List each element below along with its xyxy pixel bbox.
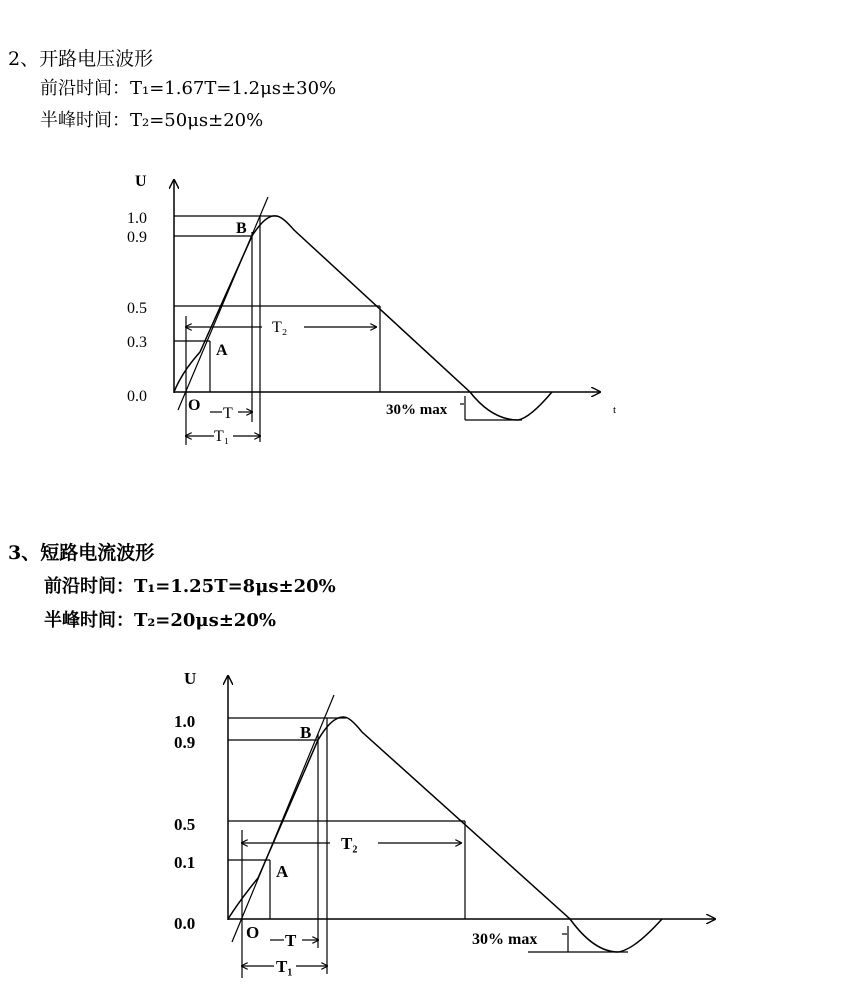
section2-heading: 2、开路电压波形 [8, 48, 154, 70]
tick2-0-1: 0.1 [174, 853, 196, 872]
section2-front-time: 前沿时间：T₁=1.67T=1.2μs±30% [40, 78, 337, 99]
t2-label: T₂ [272, 319, 288, 336]
point-b-label-2: B [300, 723, 312, 742]
t-axis-label: t [613, 404, 617, 416]
point-a-label-2: A [276, 862, 289, 881]
undershoot-label-2: 30% max [472, 931, 538, 948]
front-tangent-line-2 [232, 695, 334, 942]
section2-half-peak: 半峰时间：T₂=50μs±20% [40, 110, 264, 131]
origin-label: O [188, 397, 201, 414]
section3-front-time: 前沿时间：T₁=1.25T=8μs±20% [44, 576, 336, 597]
t-label-2: T [285, 931, 297, 950]
tick-0-9: 0.9 [127, 229, 147, 246]
tick2-0-9: 0.9 [174, 733, 196, 752]
origin-label-2: O [246, 923, 260, 942]
section3-half-peak: 半峰时间：T₂=20μs±20% [44, 610, 276, 631]
u-axis-label-2: U [184, 669, 197, 688]
t1-label: T₁ [214, 428, 230, 445]
tick-1-0: 1.0 [127, 210, 147, 227]
undershoot-label: 30% max [386, 402, 448, 418]
point-b-label: B [236, 220, 247, 237]
t2-label-2: T₂ [341, 834, 358, 853]
tick-0-0: 0.0 [127, 388, 147, 405]
t-label: T [223, 405, 233, 422]
tick2-1-0: 1.0 [174, 712, 196, 731]
u-axis-label: U [135, 173, 147, 190]
point-a-label: A [216, 342, 228, 359]
tick2-0-5: 0.5 [174, 815, 196, 834]
section3-heading: 3、短路电流波形 [8, 542, 155, 564]
current-waveform-curve [228, 717, 662, 952]
tick-0-3: 0.3 [127, 334, 147, 351]
t1-label-2: T₁ [276, 957, 293, 976]
tick2-0-0: 0.0 [174, 914, 196, 933]
tick-0-5: 0.5 [127, 300, 147, 317]
